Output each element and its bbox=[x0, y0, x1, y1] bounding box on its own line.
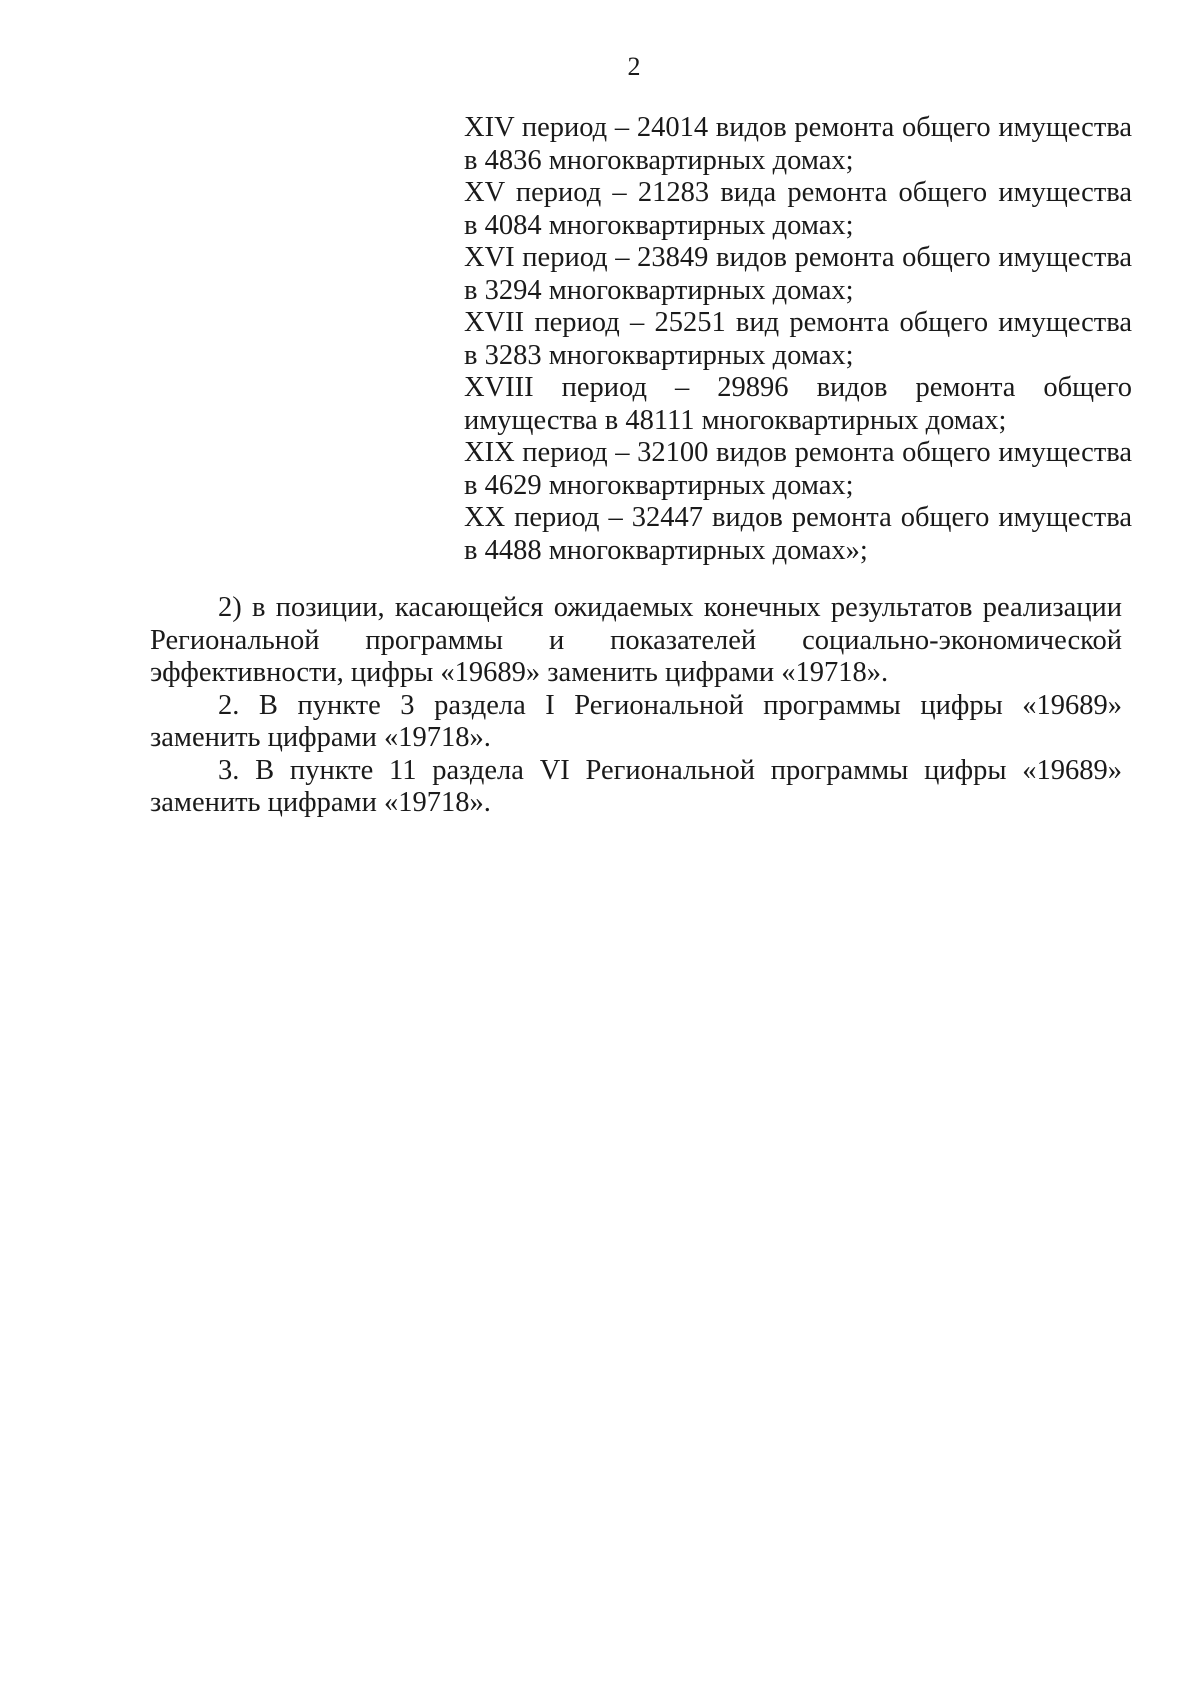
amendment-body bbox=[150, 592, 1122, 820]
period-line: в 4836 многоквартирных домах; bbox=[464, 144, 854, 176]
period-entry-xv bbox=[464, 177, 1132, 242]
period-line: XIV период – 24014 видов ремонта общего имущества bbox=[464, 112, 1132, 143]
period-line: в 4084 многоквартирных домах; bbox=[464, 209, 854, 241]
paragraph-expected-results: 2) в позиции, касающейся ожидаемых конечных результатов реализации Региональной программы и показателей социально-экономической эффективности, цифры «19689» заменить цифрами «19718». bbox=[150, 592, 1122, 688]
period-list bbox=[464, 112, 1132, 567]
period-line: в 3283 многоквартирных домах; bbox=[464, 339, 854, 371]
period-line: XVI период – 23849 видов ремонта общего имущества bbox=[464, 242, 1132, 273]
period-entry-xx bbox=[464, 502, 1132, 567]
paragraph-section-i: 2. В пункте 3 раздела I Региональной программы цифры «19689» заменить цифрами «19718». bbox=[150, 689, 1122, 753]
period-entry-xiv bbox=[464, 112, 1132, 177]
period-line: XX период – 32447 видов ремонта общего имущества bbox=[464, 502, 1132, 533]
period-entry-xvi bbox=[464, 242, 1132, 307]
period-line: XIX период – 32100 видов ремонта общего имущества bbox=[464, 437, 1132, 468]
period-line: XVIII период – 29896 видов ремонта общего bbox=[464, 372, 1132, 403]
period-entry-xviii bbox=[464, 372, 1132, 437]
period-line: в 4629 многоквартирных домах; bbox=[464, 469, 854, 501]
period-entry-xvii bbox=[464, 307, 1132, 372]
period-entry-xix bbox=[464, 437, 1132, 502]
period-line: в 4488 многоквартирных домах»; bbox=[464, 534, 868, 566]
period-line: имущества в 48111 многоквартирных домах; bbox=[464, 404, 1007, 436]
period-line: в 3294 многоквартирных домах; bbox=[464, 274, 854, 306]
page-number: 2 bbox=[627, 52, 641, 81]
period-line: XV период – 21283 вида ремонта общего имущества bbox=[464, 177, 1132, 208]
period-line: XVII период – 25251 вид ремонта общего имущества bbox=[464, 307, 1132, 338]
paragraph-section-vi: 3. В пункте 11 раздела VI Региональной программы цифры «19689» заменить цифрами «19718». bbox=[150, 754, 1122, 818]
